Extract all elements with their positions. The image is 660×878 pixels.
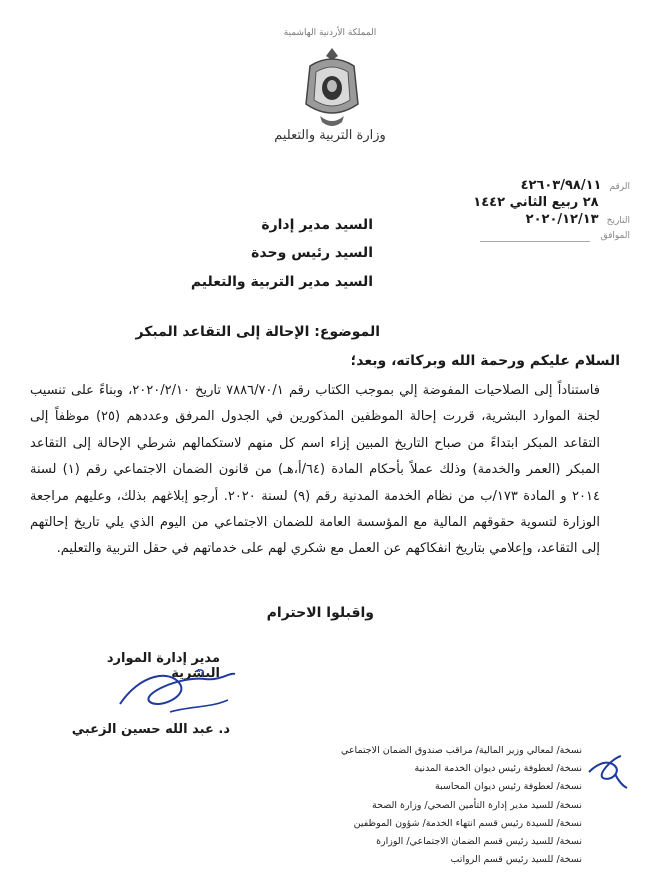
addressee-2: السيد رئيس وحدة <box>251 245 373 261</box>
copy-item: نسخة/ للسيدة رئيس قسم انتهاء الخدمة/ شؤون الموظفين <box>353 817 582 829</box>
date-label: التاريخ <box>606 216 630 226</box>
letter-body: فاستناداً إلى الصلاحيات المفوضة إلي بموجب الكتاب رقم ٧٨٨٦/٧٠/١ تاريخ ٢٠٢٠/٢/١٠، وبناءً على تنسيب لجنة الموارد البشرية، قررت إحالة الموظفين المذكورين في الجدول المرفق وعددهم (٢٥) موظفاً إلى التقاعد المبكر ابتداءً من صباح التاريخ المبين إزاء اسم كل منهم لاستكمالهم شرطي الإحالة إلى التقاعد المبكر (العمر والخدمة) وذلك عملاً بأحكام المادة (٦٤/أ،هـ) من قانون الضمان الاجتماعي رقم (١) لسنة ٢٠١٤ و المادة ١٧٣/ب من نظام الخدمة المدنية رقم (٩) لسنة ٢٠٢٠. أرجو إبلاغهم بذلك، وعليهم مراجعة الوزارة لتسوية حقوقهم المالية مع المؤسسة العامة للضمان الاجتماعي من اليوم الذي يلي تاريخ إحالتهم إلى التقاعد، وإعلامي بتاريخ انفكاكهم عن العمل مع شكري لهم على خدماتهم في حقل التربية والتعليم. <box>30 383 600 557</box>
emblem-caption: المملكة الأردنية الهاشمية <box>283 28 377 38</box>
date-underline <box>480 241 590 242</box>
copy-item: نسخة/ لعطوفة رئيس ديوان المحاسبة <box>434 781 582 793</box>
coat-of-arms-icon <box>296 44 368 130</box>
reference-label: الرقم <box>609 182 630 192</box>
copy-item: نسخة/ للسيد رئيس قسم الضمان الاجتماعي/ الوزارة <box>376 836 582 848</box>
greeting: السلام عليكم ورحمة الله وبركاته، وبعد؛ <box>350 353 620 369</box>
copies-list <box>341 742 582 869</box>
reference-row <box>330 178 630 196</box>
reference-number: ٤٢٦٠٣/٩٨/١١ <box>520 178 602 193</box>
copy-item: نسخة/ لعطوفة رئيس ديوان الخدمة المدنية <box>414 763 582 775</box>
corresponding-row <box>330 231 630 245</box>
hijri-date-row <box>330 195 630 213</box>
corresponding-label: الموافق <box>600 231 630 241</box>
date-row <box>330 212 630 230</box>
copy-item: نسخة/ للسيد مدير إدارة التأمين الصحي/ وزارة الصحة <box>372 799 582 811</box>
gregorian-date: ٢٠٢٠/١٢/١٣ <box>525 212 599 227</box>
handwritten-signature-icon <box>110 664 240 719</box>
subject-line: الموضوع: الإحالة إلى التقاعد المبكر <box>135 324 380 340</box>
hijri-date: ٢٨ ربيع الثاني ١٤٤٢ <box>473 195 599 210</box>
signatory-title: مدير إدارة الموارد البشرية <box>106 651 220 681</box>
copy-item: نسخة/ للسيد رئيس قسم الرواتب <box>450 854 582 866</box>
ministry-name: وزارة التربية والتعليم <box>274 128 386 143</box>
addressee-1: السيد مدير إدارة <box>261 217 373 233</box>
closing-line: واقبلوا الاحترام <box>266 605 374 621</box>
signatory-name: د. عبد الله حسين الزعبي <box>71 722 230 737</box>
addressee-3: السيد مدير التربية والتعليم <box>190 274 373 290</box>
initials-mark-icon <box>585 752 631 792</box>
copy-item: نسخة/ لمعالي وزير المالية/ مراقب صندوق الضمان الاجتماعي <box>340 745 582 756</box>
